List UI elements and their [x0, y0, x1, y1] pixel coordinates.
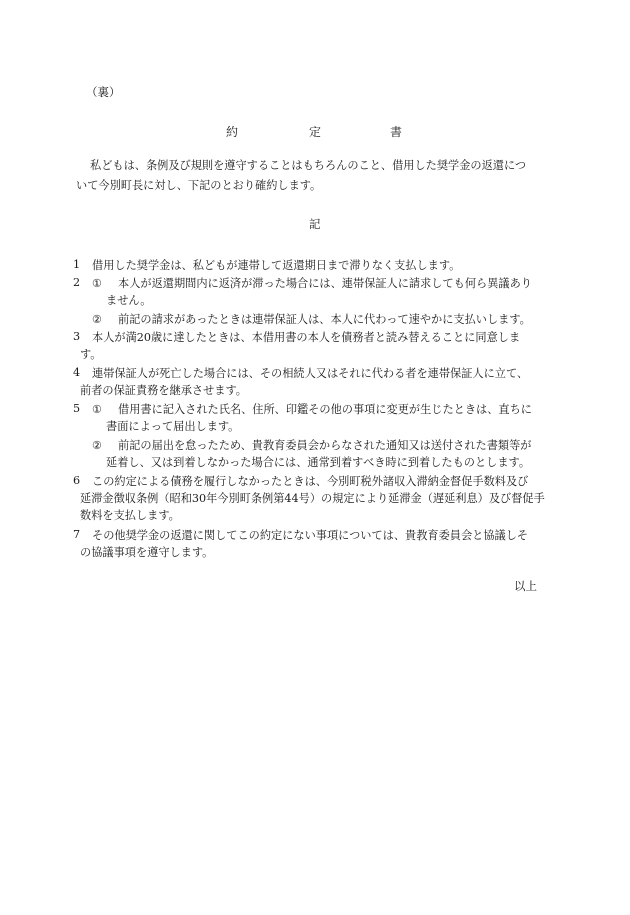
- clause-sub-marker: ②: [92, 313, 103, 326]
- clause-line: 数料を支払します。: [80, 509, 180, 522]
- clause-sub-marker: ①: [92, 277, 103, 290]
- clause-line: 連帯保証人が死亡した場合には、その相続人又はそれに代わる者を連帯保証人に立て、: [92, 367, 529, 380]
- back-side-label: （裏）: [86, 85, 121, 99]
- clause-number: 7: [73, 528, 81, 541]
- clause-sub-marker: ②: [92, 439, 103, 452]
- clause-line: 前記の請求があったときは連帯保証人は、本人に代わって速やかに支払いします。: [118, 313, 531, 326]
- clause-sub-marker: ①: [92, 403, 103, 416]
- clause-line: 書面によって届出します。: [106, 420, 240, 433]
- clause-number: 5: [73, 402, 81, 415]
- clause-number: 4: [73, 366, 81, 379]
- clause-line: ません。: [106, 294, 152, 307]
- clause-line: その他奨学金の返還に関してこの約定にない事項については、貴教育委員会と協議しそ: [92, 529, 529, 542]
- intro-line-1: 私どもは、条例及び規則を遵守することはもちろんのこと、借用した奨学金の返還につ: [90, 159, 527, 172]
- clause-line: 前記の届出を怠ったため、貴教育委員会からなされた通知又は送付された書類等が: [118, 439, 532, 452]
- clause-number: 3: [73, 330, 81, 343]
- clause-number: 1: [73, 258, 81, 271]
- clause-line: 借用書に記入された氏名、住所、印鑑その他の事項に変更が生じたときは、直ちに: [118, 403, 532, 416]
- clause-line: 延着し、又は到着しなかった場合には、通常到着すべき時に到着したものとします。: [106, 456, 531, 469]
- clause-line: 借用した奨学金は、私どもが連帯して返還期日まで滞りなく支払します。: [92, 259, 461, 272]
- title-char-2: 定: [309, 125, 322, 139]
- clause-line: 本人が返還期間内に返済が滞った場合には、連帯保証人に請求しても何ら異議あり: [118, 277, 532, 290]
- ki-heading: 記: [309, 217, 321, 231]
- clause-number: 2: [73, 276, 81, 289]
- clause-line: の協議事項を遵守します。: [80, 546, 214, 559]
- clause-line: 延滞金徴収条例（昭和30年今別町条例第44号）の規定により延滞金（遅延利息）及び督促手: [80, 492, 545, 505]
- clause-line: この約定による債務を履行しなかったときは、今別町税外諸収入滞納金督促手数料及び: [92, 475, 529, 488]
- title-char-3: 書: [390, 125, 403, 139]
- title-char-1: 約: [226, 125, 239, 139]
- intro-paragraph: [76, 156, 556, 196]
- intro-line-2: いて今別町長に対し、下記のとおり確約します。: [76, 179, 322, 192]
- clause-line: す。: [80, 348, 102, 361]
- closing-mark: 以上: [514, 579, 537, 593]
- clause-line: 本人が満20歳に達したときは、本借用書の本人を債務者と読み替えることに同意しま: [92, 331, 521, 344]
- clause-number: 6: [73, 474, 81, 487]
- clause-line: 前者の保証責務を継承させます。: [80, 384, 247, 397]
